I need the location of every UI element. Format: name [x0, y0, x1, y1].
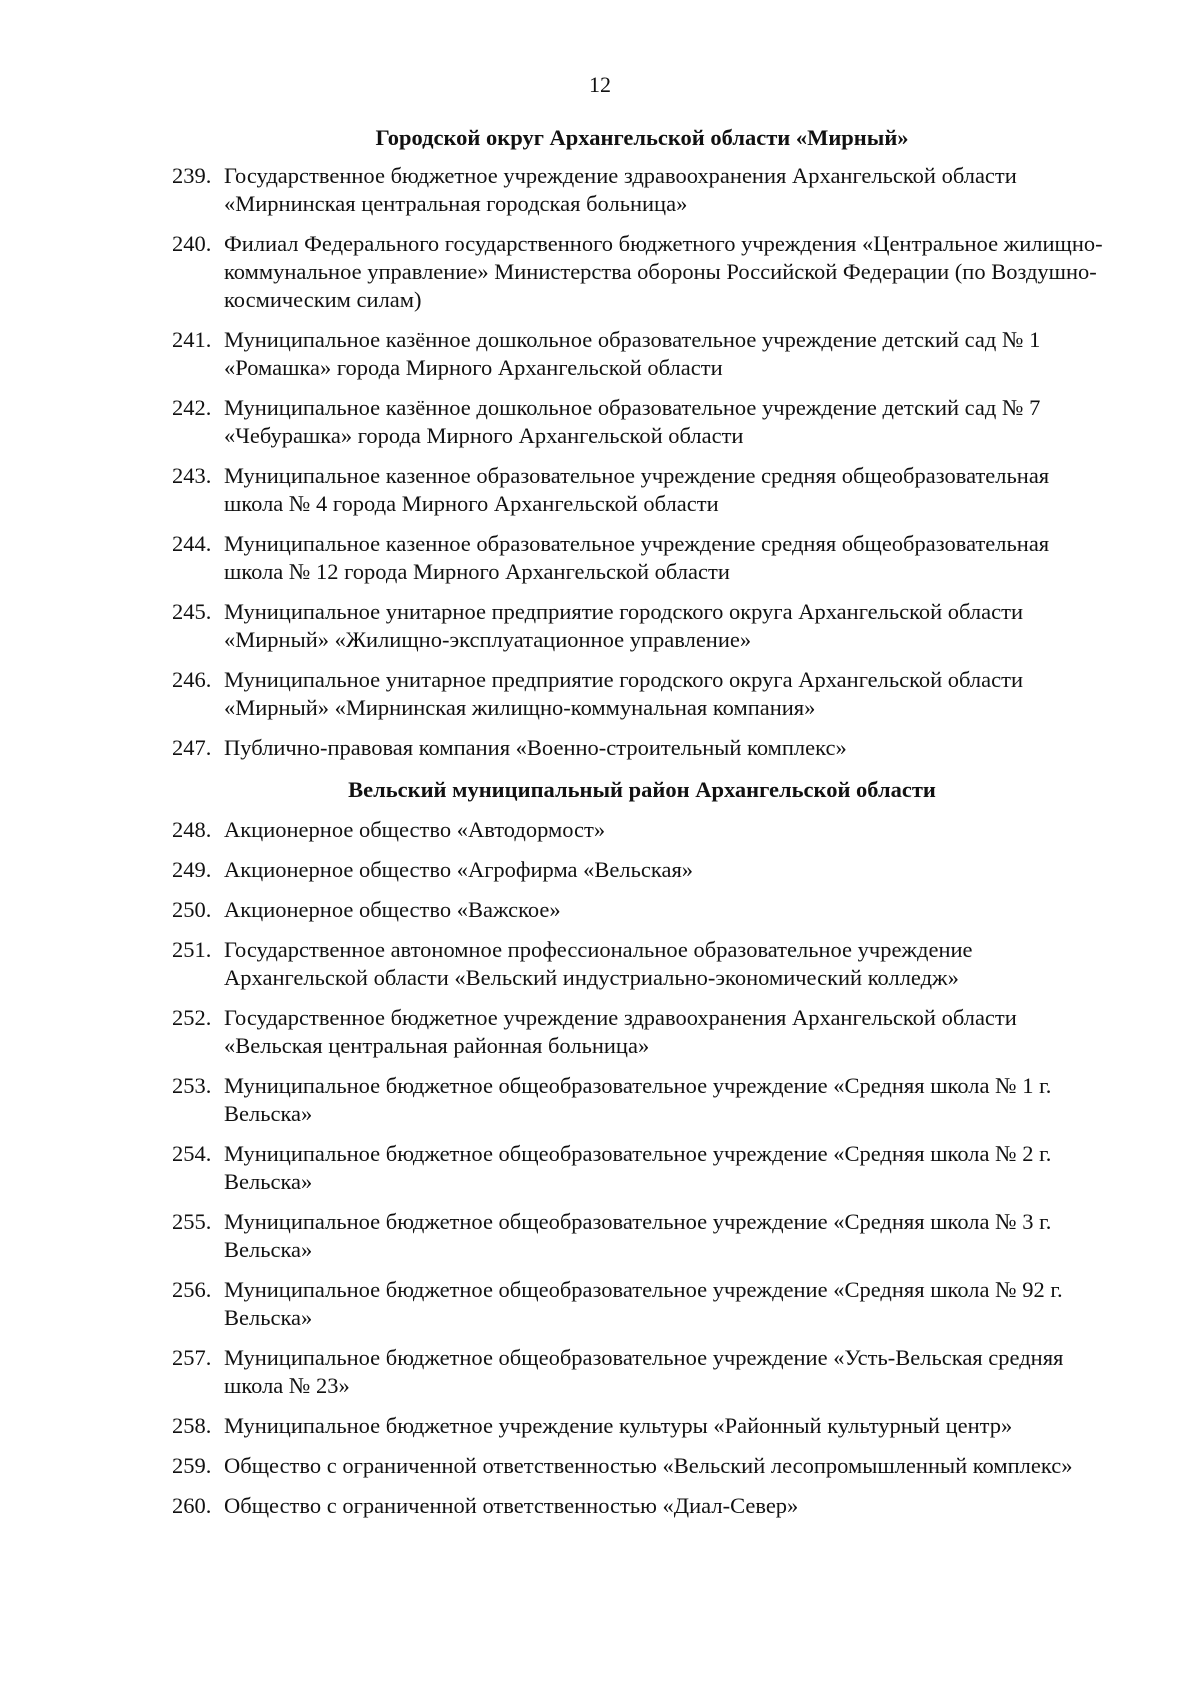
entry-text: Муниципальное бюджетное общеобразовательное учреждение «Средняя школа № 92 г. Вельска» [224, 1277, 1063, 1330]
entry-number: 247. [172, 735, 212, 760]
list-item [172, 394, 1112, 450]
entry-text: Филиал Федерального государственного бюджетного учреждения «Центральное жилищно-коммунальное управление» Министерства обороны Российской Федерации (по Воздушно-космическим силам) [224, 231, 1103, 312]
entry-text: Муниципальное бюджетное общеобразовательное учреждение «Средняя школа № 1 г. Вельска» [224, 1073, 1052, 1126]
entry-number: 246. [172, 667, 212, 692]
list-item [172, 230, 1112, 314]
entry-number: 255. [172, 1209, 212, 1234]
list-item [172, 1072, 1112, 1128]
entry-text: Муниципальное унитарное предприятие городского округа Архангельской области «Мирный» «Мирнинская жилищно-коммунальная компания» [224, 667, 1024, 720]
entry-text: Муниципальное бюджетное учреждение культуры «Районный культурный центр» [224, 1413, 1013, 1438]
entry-text: Муниципальное казенное образовательное учреждение средняя общеобразовательная школа № 12 города Мирного Архангельской области [224, 531, 1050, 584]
entry-text: Муниципальное бюджетное общеобразовательное учреждение «Средняя школа № 2 г. Вельска» [224, 1141, 1052, 1194]
entry-text: Государственное бюджетное учреждение здравоохранения Архангельской области «Вельская центральная районная больница» [224, 1005, 1017, 1058]
entry-text: Общество с ограниченной ответственностью «Вельский лесопромышленный комплекс» [224, 1453, 1073, 1478]
entry-number: 259. [172, 1453, 212, 1478]
entry-list [172, 816, 1112, 1520]
entry-text: Акционерное общество «Агрофирма «Вельская» [224, 857, 694, 882]
entry-text: Акционерное общество «Важское» [224, 897, 561, 922]
list-item [172, 462, 1112, 518]
entry-text: Государственное автономное профессиональное образовательное учреждение Архангельской области «Вельский индустриально-экономический колледж» [224, 937, 973, 990]
entry-number: 245. [172, 599, 212, 624]
entry-list [172, 162, 1112, 762]
list-item [172, 666, 1112, 722]
list-item [172, 896, 1112, 924]
entry-number: 260. [172, 1493, 212, 1518]
entry-number: 252. [172, 1005, 212, 1030]
page-number: 12 [589, 72, 611, 97]
entry-number: 250. [172, 897, 212, 922]
list-item [172, 1452, 1112, 1480]
list-item [172, 598, 1112, 654]
list-item [172, 1412, 1112, 1440]
entry-number: 239. [172, 163, 212, 188]
entry-number: 257. [172, 1345, 212, 1370]
entry-text: Муниципальное казенное образовательное учреждение средняя общеобразовательная школа № 4 города Мирного Архангельской области [224, 463, 1050, 516]
list-item [172, 816, 1112, 844]
list-item [172, 326, 1112, 382]
entry-number: 254. [172, 1141, 212, 1166]
list-item [172, 1344, 1112, 1400]
section-heading: Вельский муниципальный район Архангельской области [348, 777, 936, 802]
entry-number: 253. [172, 1073, 212, 1098]
entry-number: 251. [172, 937, 212, 962]
section-mirny [172, 124, 1112, 762]
list-item [172, 1276, 1112, 1332]
entry-number: 241. [172, 327, 212, 352]
document-content [172, 124, 1112, 1532]
entry-number: 249. [172, 857, 212, 882]
list-item [172, 936, 1112, 992]
entry-number: 243. [172, 463, 212, 488]
list-item [172, 162, 1112, 218]
section-velsk [172, 776, 1112, 1520]
list-item [172, 1208, 1112, 1264]
list-item [172, 734, 1112, 762]
entry-text: Государственное бюджетное учреждение здравоохранения Архангельской области «Мирнинская центральная городская больница» [224, 163, 1017, 216]
entry-number: 244. [172, 531, 212, 556]
entry-text: Публично-правовая компания «Военно-строительный комплекс» [224, 735, 847, 760]
list-item [172, 856, 1112, 884]
entry-number: 242. [172, 395, 212, 420]
entry-text: Муниципальное бюджетное общеобразовательное учреждение «Усть-Вельская средняя школа № 23» [224, 1345, 1064, 1398]
entry-number: 240. [172, 231, 212, 256]
list-item [172, 1492, 1112, 1520]
entry-text: Общество с ограниченной ответственностью «Диал-Север» [224, 1493, 799, 1518]
section-heading: Городской округ Архангельской области «Мирный» [375, 125, 909, 150]
entry-text: Муниципальное бюджетное общеобразовательное учреждение «Средняя школа № 3 г. Вельска» [224, 1209, 1052, 1262]
entry-text: Муниципальное казённое дошкольное образовательное учреждение детский сад № 7 «Чебурашка» города Мирного Архангельской области [224, 395, 1041, 448]
list-item [172, 530, 1112, 586]
entry-text: Муниципальное унитарное предприятие городского округа Архангельской области «Мирный» «Жилищно-эксплуатационное управление» [224, 599, 1024, 652]
entry-text: Акционерное общество «Автодормост» [224, 817, 606, 842]
entry-text: Муниципальное казённое дошкольное образовательное учреждение детский сад № 1 «Ромашка» города Мирного Архангельской области [224, 327, 1041, 380]
entry-number: 256. [172, 1277, 212, 1302]
list-item [172, 1140, 1112, 1196]
entry-number: 258. [172, 1413, 212, 1438]
list-item [172, 1004, 1112, 1060]
entry-number: 248. [172, 817, 212, 842]
